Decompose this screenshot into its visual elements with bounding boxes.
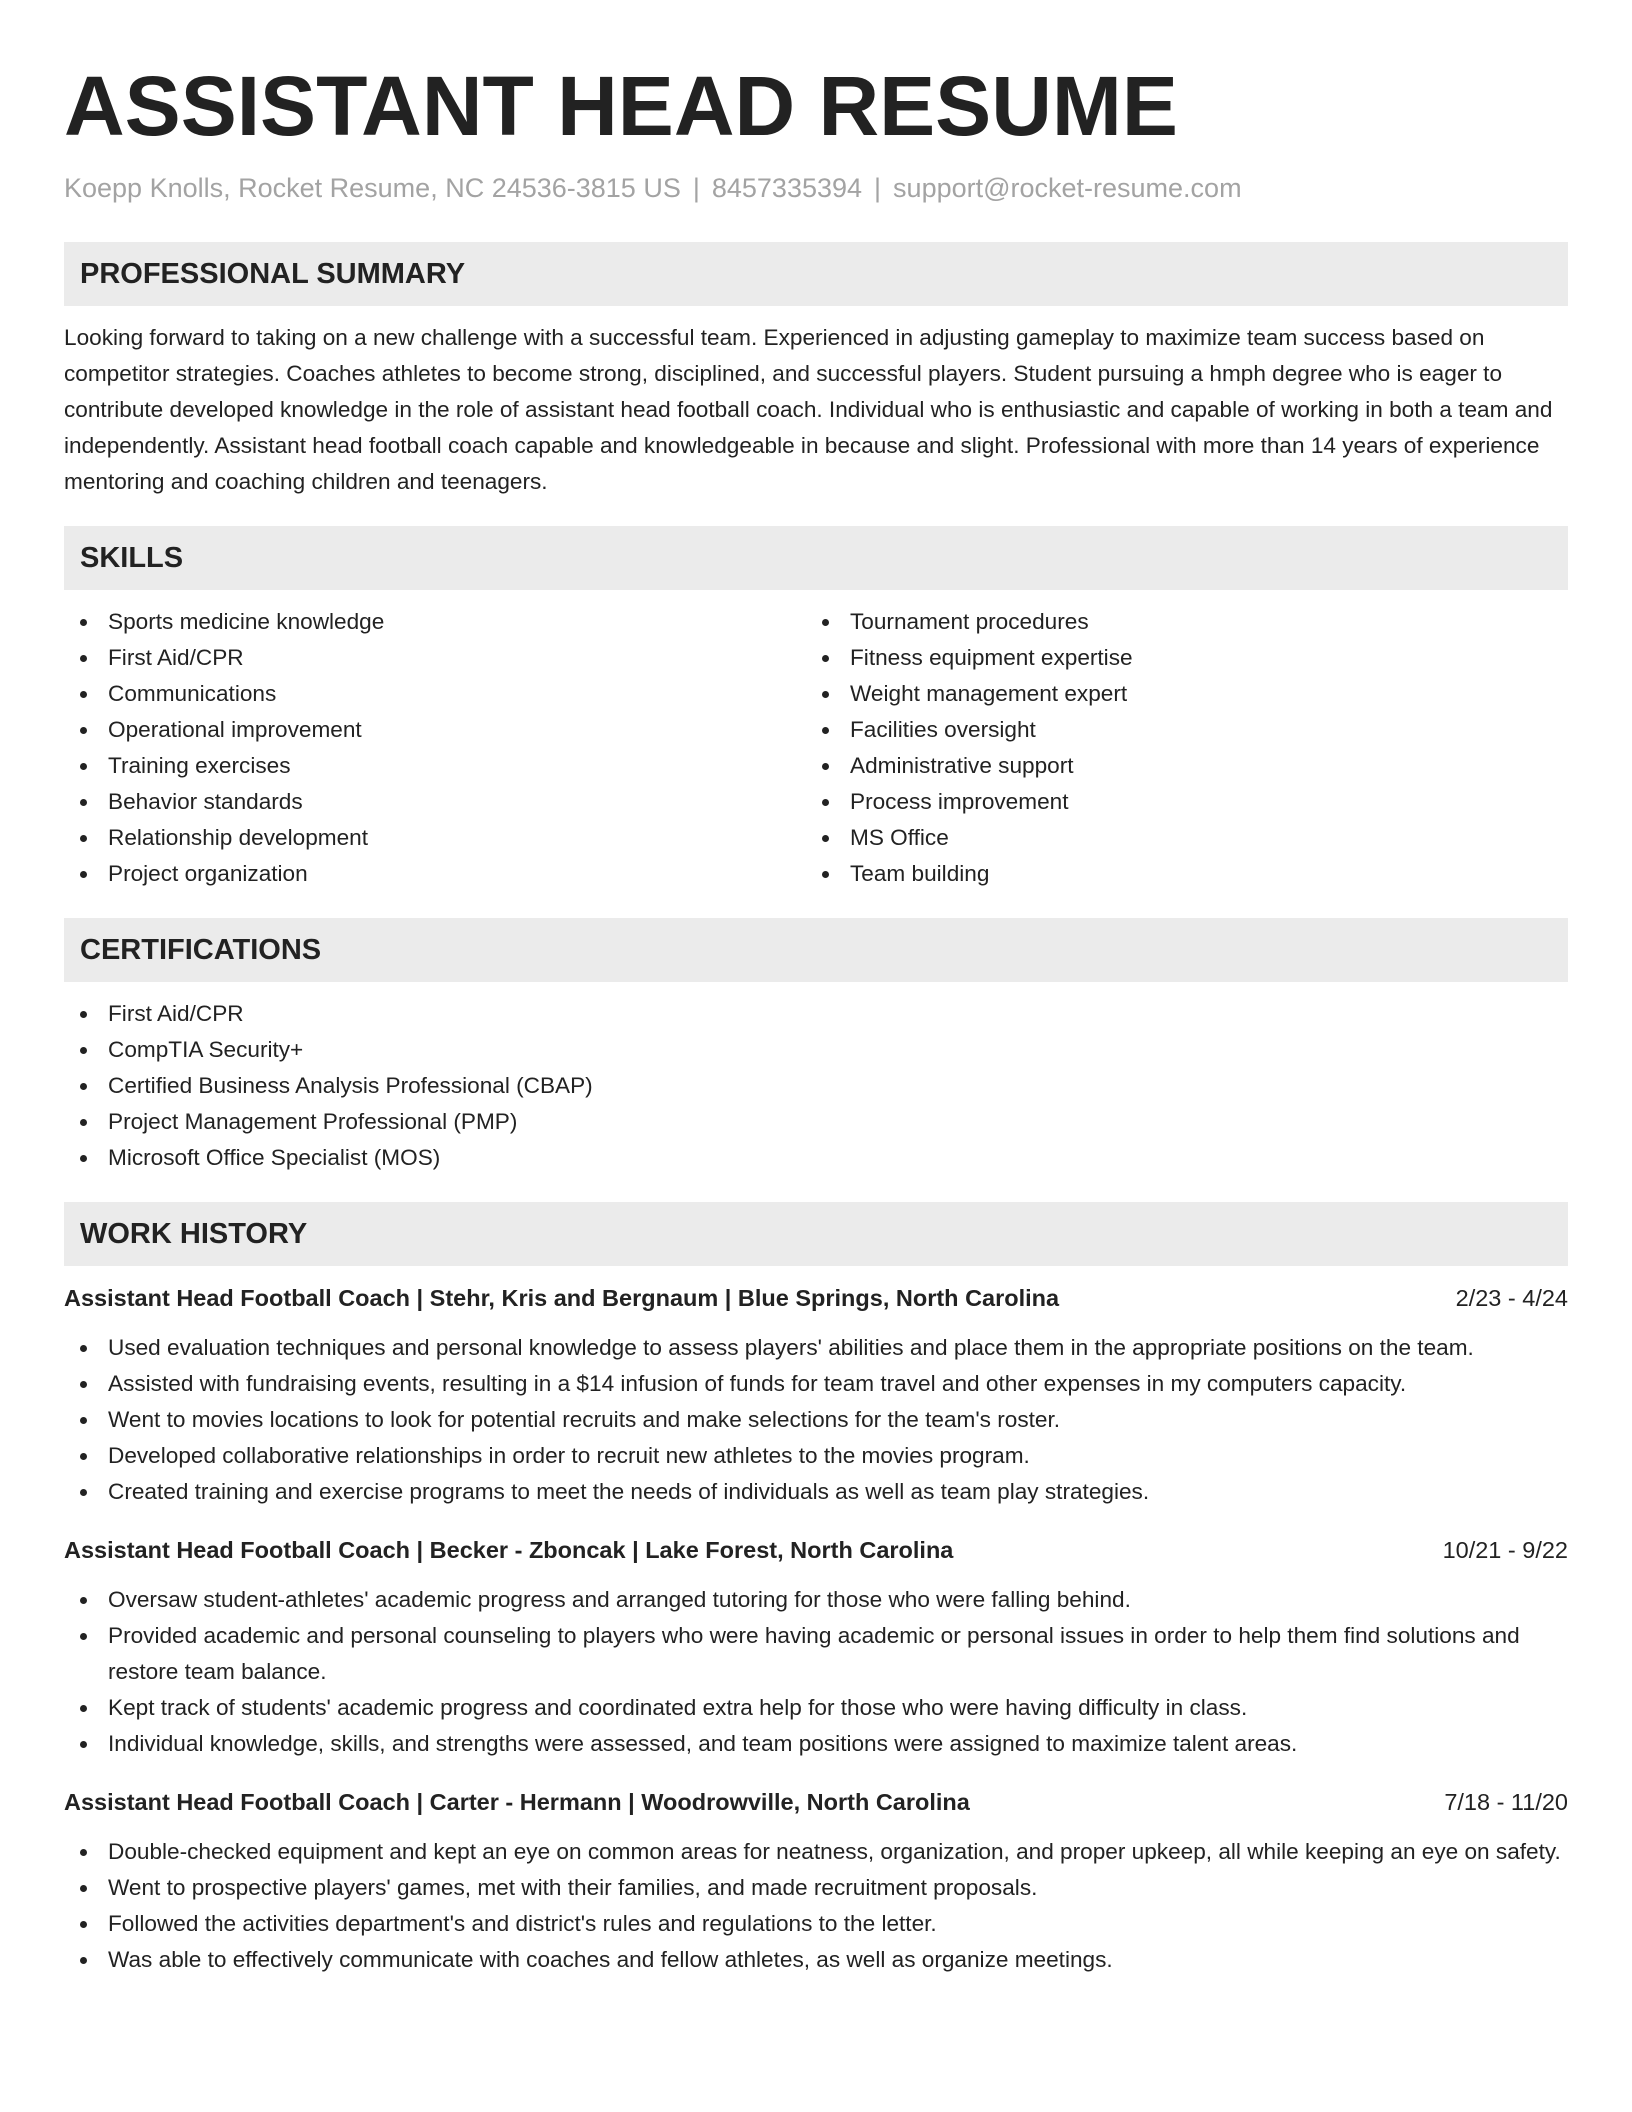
- job-bullet: Assisted with fundraising events, resulting in a $14 infusion of funds for team travel and other expenses in my computers capacity.: [64, 1366, 1568, 1402]
- certifications-list: [64, 996, 1568, 1176]
- job-bullet: Developed collaborative relationships in order to recruit new athletes to the movies program.: [64, 1438, 1568, 1474]
- skills-list-left: [64, 604, 806, 892]
- resume-title: ASSISTANT HEAD RESUME: [64, 59, 1178, 153]
- section-heading-certifications: CERTIFICATIONS: [64, 918, 1568, 982]
- skills-list-right: [806, 604, 1548, 892]
- job-dates: 7/18 - 11/20: [1444, 1789, 1568, 1815]
- job-title: Assistant Head Football Coach | Stehr, Kris and Bergnaum | Blue Springs, North Carolina: [64, 1285, 1060, 1311]
- certification-item: Project Management Professional (PMP): [64, 1104, 1568, 1140]
- section-heading-work-history: WORK HISTORY: [64, 1202, 1568, 1266]
- contact-separator: |: [692, 173, 700, 203]
- certification-item: Certified Business Analysis Professional (CBAP): [64, 1068, 1568, 1104]
- job-entry: [64, 1532, 1568, 1762]
- job-title: Assistant Head Football Coach | Becker - Zboncak | Lake Forest, North Carolina: [64, 1537, 954, 1563]
- summary-text: Looking forward to taking on a new challenge with a successful team. Experienced in adjusting gameplay to maximize team success based on competitor strategies. Coaches athletes to become strong, disciplined, and successful players. Student pursuing a hmph degree who is eager to contribute developed knowledge in the role of assistant head football coach. Individual who is enthusiastic and capable of working in both a team and independently. Assistant head football coach capable and knowledgeable in because and slight. Professional with more than 14 years of experience mentoring and coaching children and teenagers.: [64, 325, 1553, 494]
- job-dates: 10/21 - 9/22: [1442, 1537, 1568, 1563]
- skill-item: Team building: [806, 856, 1548, 892]
- contact-line: [64, 170, 1568, 206]
- skill-item: First Aid/CPR: [64, 640, 806, 676]
- skill-item: Fitness equipment expertise: [806, 640, 1548, 676]
- job-entry: [64, 1784, 1568, 1978]
- contact-separator: |: [874, 173, 882, 203]
- section-heading-skills: SKILLS: [64, 526, 1568, 590]
- job-header: [64, 1280, 1568, 1316]
- skill-item: Communications: [64, 676, 806, 712]
- skill-item: Training exercises: [64, 748, 806, 784]
- job-title: Assistant Head Football Coach | Carter - Hermann | Woodrowville, North Carolina: [64, 1789, 970, 1815]
- skill-item: Relationship development: [64, 820, 806, 856]
- job-bullets: [64, 1330, 1568, 1510]
- skill-item: Process improvement: [806, 784, 1548, 820]
- section-heading-summary: PROFESSIONAL SUMMARY: [64, 242, 1568, 306]
- certification-item: Microsoft Office Specialist (MOS): [64, 1140, 1568, 1176]
- job-bullet: Kept track of students' academic progress and coordinated extra help for those who were having difficulty in class.: [64, 1690, 1568, 1726]
- job-bullet: Used evaluation techniques and personal knowledge to assess players' abilities and place them in the appropriate positions on the team.: [64, 1330, 1568, 1366]
- skill-item: Sports medicine knowledge: [64, 604, 806, 640]
- skills-grid: [64, 604, 1568, 892]
- skill-item: Operational improvement: [64, 712, 806, 748]
- job-dates: 2/23 - 4/24: [1455, 1285, 1568, 1311]
- skill-item: Weight management expert: [806, 676, 1548, 712]
- skill-item: Facilities oversight: [806, 712, 1548, 748]
- skill-item: MS Office: [806, 820, 1548, 856]
- job-bullets: [64, 1834, 1568, 1978]
- job-bullet: Went to movies locations to look for potential recruits and make selections for the team's roster.: [64, 1402, 1568, 1438]
- job-entry: [64, 1280, 1568, 1510]
- job-bullet: Double-checked equipment and kept an eye on common areas for neatness, organization, and proper upkeep, all while keeping an eye on safety.: [64, 1834, 1568, 1870]
- skill-item: Behavior standards: [64, 784, 806, 820]
- job-bullet: Created training and exercise programs to meet the needs of individuals as well as team play strategies.: [64, 1474, 1568, 1510]
- job-header: [64, 1532, 1568, 1568]
- job-bullet: Oversaw student-athletes' academic progress and arranged tutoring for those who were falling behind.: [64, 1582, 1568, 1618]
- job-bullet: Provided academic and personal counseling to players who were having academic or personal issues in order to help them find solutions and restore team balance.: [64, 1618, 1568, 1690]
- job-bullet: Followed the activities department's and district's rules and regulations to the letter.: [64, 1906, 1568, 1942]
- job-bullet: Went to prospective players' games, met with their families, and made recruitment proposals.: [64, 1870, 1568, 1906]
- skill-item: Administrative support: [806, 748, 1548, 784]
- job-bullet: Was able to effectively communicate with coaches and fellow athletes, as well as organize meetings.: [64, 1942, 1568, 1978]
- job-bullets: [64, 1582, 1568, 1762]
- skill-item: Tournament procedures: [806, 604, 1548, 640]
- certification-item: CompTIA Security+: [64, 1032, 1568, 1068]
- contact-email: support@rocket-resume.com: [893, 173, 1242, 203]
- job-bullet: Individual knowledge, skills, and strengths were assessed, and team positions were assigned to maximize talent areas.: [64, 1726, 1568, 1762]
- job-header: [64, 1784, 1568, 1820]
- skill-item: Project organization: [64, 856, 806, 892]
- certification-item: First Aid/CPR: [64, 996, 1568, 1032]
- contact-address: Koepp Knolls, Rocket Resume, NC 24536-3815 US: [64, 173, 681, 203]
- contact-phone: 8457335394: [711, 173, 863, 203]
